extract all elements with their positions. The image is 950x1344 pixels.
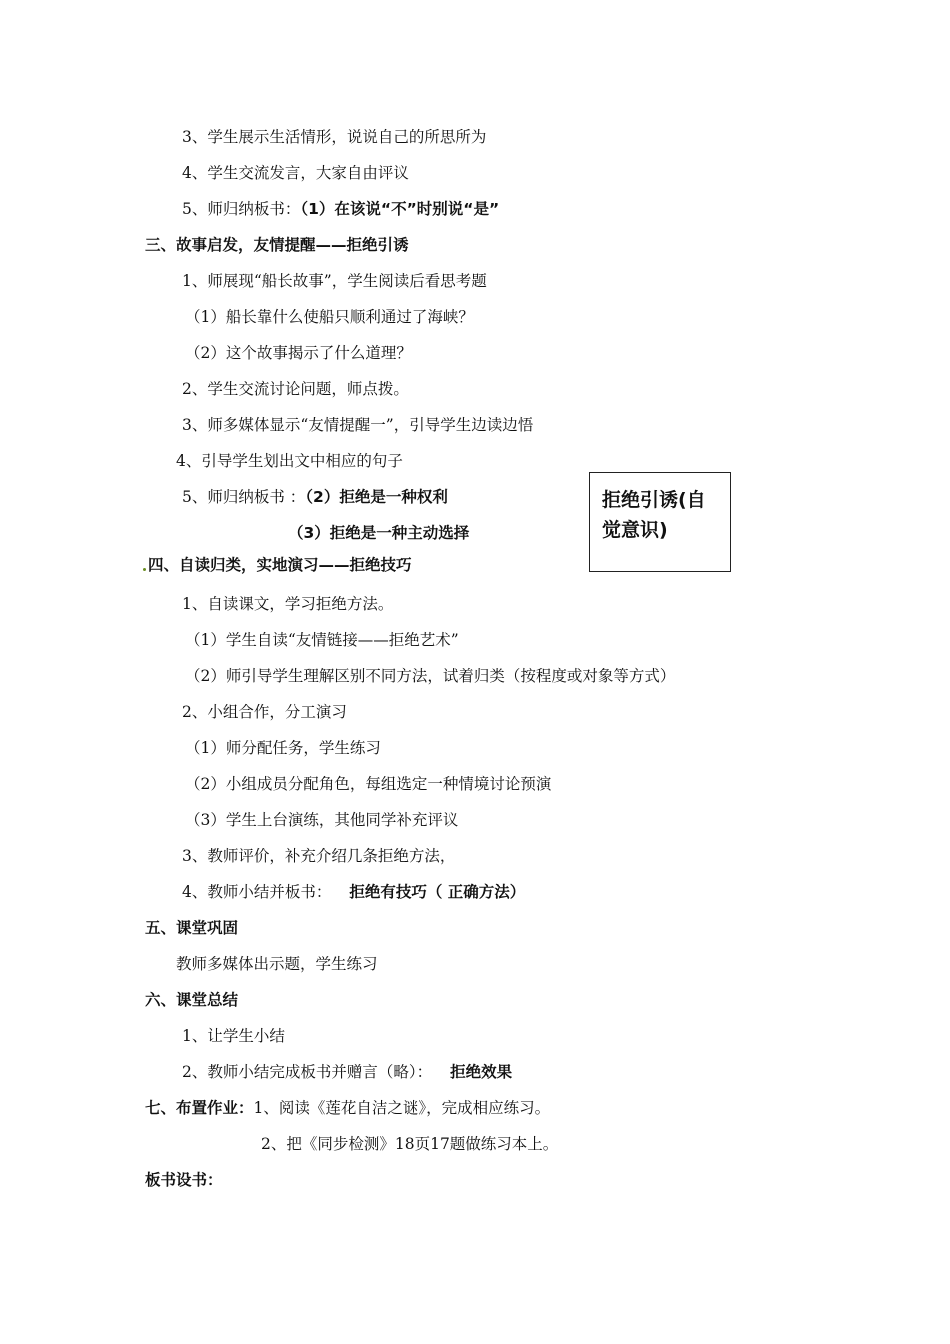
step-line: 教师多媒体出示题，学生练习	[176, 955, 378, 973]
board-note: （3）拒绝是一种主动选择	[288, 524, 470, 542]
sub-step-line: （1）师分配任务，学生练习	[185, 739, 381, 757]
homework-item: 2、把《同步检测》18页17题做练习本上。	[261, 1135, 559, 1153]
section-heading: 三、故事启发，友情提醒——拒绝引诱	[145, 236, 409, 254]
step-line: 4、引导学生划出文中相应的句子	[176, 452, 403, 470]
board-note: （1）在该说“不”时别说“是”	[300, 200, 500, 218]
section-heading: 板书设书：	[145, 1171, 223, 1189]
step-label: 5、师归纳板书：	[182, 200, 301, 218]
section-heading: 四、自读归类，实地演习——拒绝技巧	[148, 556, 412, 574]
homework-line	[145, 1098, 550, 1118]
sub-step-line: （3）学生上台演练，其他同学补充评议	[185, 811, 459, 829]
step-line: 1、师展现“船长故事”，学生阅读后看思考题	[182, 272, 487, 290]
step-line: 1、自读课文，学习拒绝方法。	[182, 595, 394, 613]
step-line	[182, 487, 448, 507]
step-line: 4、学生交流发言，大家自由评议	[182, 164, 409, 182]
step-line: 3、师多媒体显示“友情提醒一”，引导学生边读边悟	[182, 416, 534, 434]
sub-step-line: （1）船长靠什么使船只顺利通过了海峡？	[185, 308, 474, 326]
board-note: 拒绝有技巧（ 正确方法）	[349, 883, 526, 901]
sub-step-line: （2）师引导学生理解区别不同方法，试着归类（按程度或对象等方式）	[185, 667, 676, 685]
step-line	[182, 882, 525, 902]
step-label: 5、师归纳板书 ：	[182, 488, 306, 506]
step-line: 2、小组合作，分工演习	[182, 703, 347, 721]
step-line: 3、学生展示生活情形，说说自己的所思所为	[182, 128, 487, 146]
step-line: 1、让学生小结	[182, 1027, 285, 1045]
step-label: 4、教师小结并板书：	[182, 883, 332, 901]
sub-step-line: （2）小组成员分配角色，每组选定一种情境讨论预演	[185, 775, 552, 793]
bullet-dot	[143, 568, 146, 571]
sub-step-line: （1）学生自读“友情链接——拒绝艺术”	[185, 631, 459, 649]
board-note: （2）拒绝是一种权利	[305, 488, 448, 506]
board-note: 拒绝效果	[450, 1063, 513, 1081]
board-note-box-text: 拒绝引诱(自觉意识)	[602, 489, 706, 541]
step-line: 3、教师评价，补充介绍几条拒绝方法，	[182, 847, 456, 865]
step-line	[182, 1062, 512, 1082]
section-heading: 五、课堂巩固	[145, 919, 239, 937]
sub-step-line: （2）这个故事揭示了什么道理？	[185, 344, 412, 362]
section-heading: 七、布置作业：	[145, 1099, 254, 1117]
board-note-box	[589, 472, 731, 572]
step-line: 2、学生交流讨论问题，师点拨。	[182, 380, 409, 398]
step-line	[182, 199, 499, 219]
homework-item: 1、阅读《莲花自洁之谜》，完成相应练习。	[253, 1099, 551, 1117]
section-heading: 六、课堂总结	[145, 991, 239, 1009]
step-label: 2、教师小结完成板书并赠言（略）：	[182, 1063, 433, 1081]
